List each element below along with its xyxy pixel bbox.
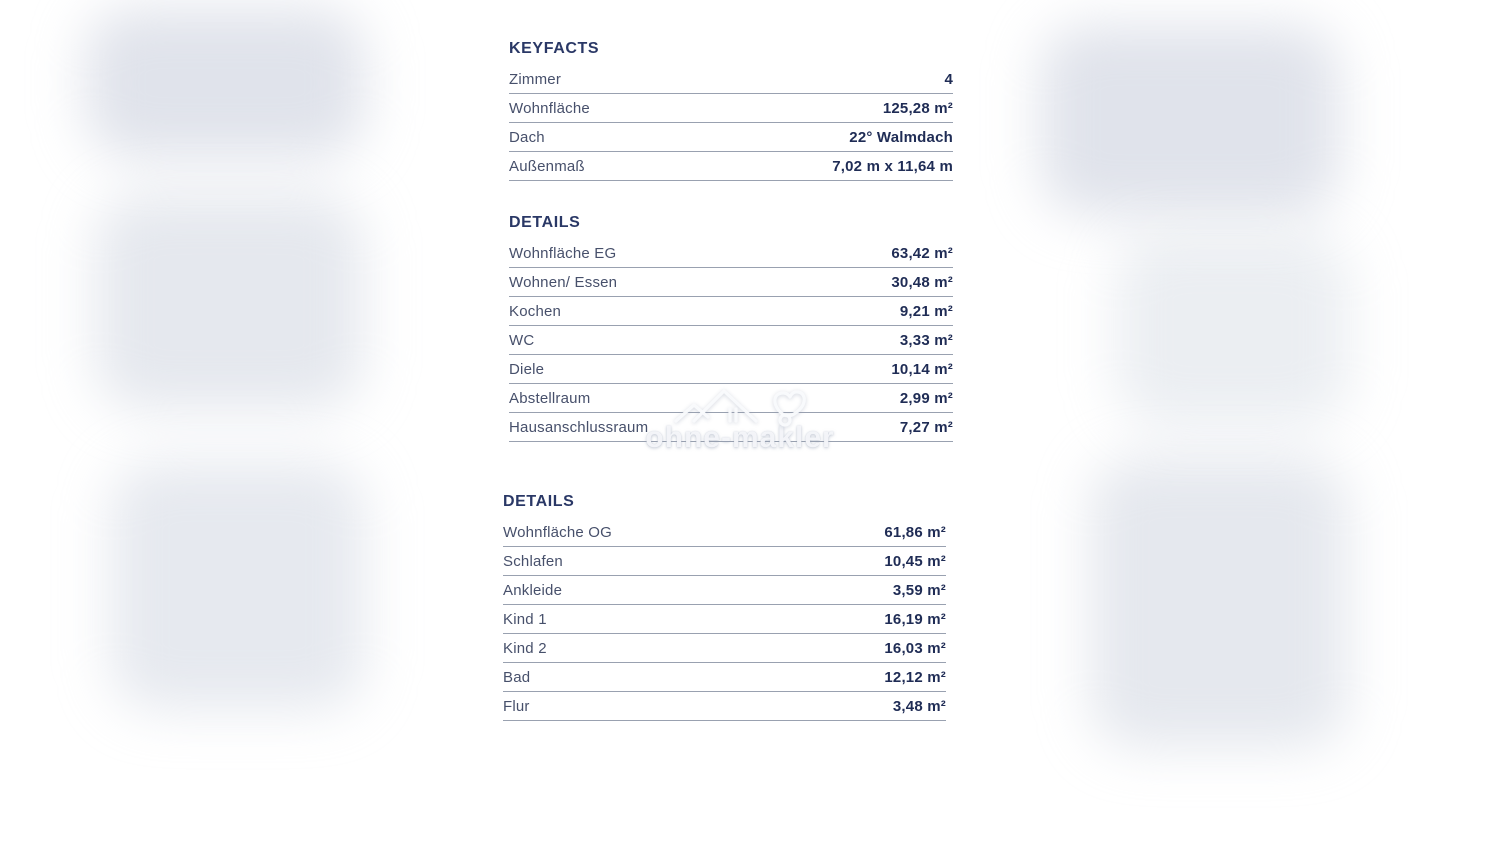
row-label: Wohnen/ Essen — [509, 274, 618, 291]
table-row — [503, 634, 946, 663]
row-value: 3,59 m² — [892, 582, 946, 599]
table-row — [509, 268, 953, 297]
row-label: Wohnfläche — [509, 100, 590, 117]
table-row — [509, 326, 953, 355]
section-title: KEYFACTS — [509, 40, 600, 57]
row-value: 12,12 m² — [884, 669, 946, 686]
row-label: Kind 2 — [503, 640, 547, 657]
facts-section-keyfacts-0 — [509, 40, 953, 181]
row-label: Schlafen — [503, 553, 563, 570]
table-row — [503, 518, 946, 547]
facts-section-details-1 — [509, 214, 953, 442]
row-value: 3,48 m² — [892, 698, 946, 715]
row-value: 63,42 m² — [891, 245, 953, 262]
facts-table — [503, 518, 946, 721]
row-label: Zimmer — [509, 71, 562, 88]
row-value: 125,28 m² — [882, 100, 953, 117]
table-row — [509, 65, 953, 94]
table-row — [503, 605, 946, 634]
table-row — [503, 663, 946, 692]
watermark-text: ohne-makler — [645, 421, 835, 454]
row-label: WC — [509, 332, 535, 349]
table-row — [503, 692, 946, 721]
row-label: Diele — [509, 361, 545, 378]
blurred-background-shape — [1115, 235, 1350, 425]
row-value: 4 — [944, 71, 953, 88]
facts-table — [509, 65, 953, 181]
blurred-background-shape — [110, 462, 365, 710]
table-row — [503, 576, 946, 605]
row-label: Hausanschlussraum — [509, 419, 649, 436]
table-row — [509, 297, 953, 326]
row-value: 7,27 m² — [899, 419, 953, 436]
table-row — [509, 123, 953, 152]
table-row — [509, 239, 953, 268]
row-value: 61,86 m² — [884, 524, 946, 541]
blurred-background-shape — [1040, 25, 1340, 215]
row-value: 3,33 m² — [899, 332, 953, 349]
table-row — [509, 384, 953, 413]
row-value: 2,99 m² — [899, 390, 953, 407]
row-label: Ankleide — [503, 582, 563, 599]
row-label: Dach — [509, 129, 545, 146]
section-title: DETAILS — [503, 493, 575, 510]
blurred-background-shape — [95, 195, 363, 410]
table-row — [509, 413, 953, 442]
row-label: Kind 1 — [503, 611, 547, 628]
row-value: 10,45 m² — [884, 553, 946, 570]
row-label: Wohnfläche OG — [503, 524, 613, 541]
facts-table — [509, 239, 953, 442]
row-label: Bad — [503, 669, 531, 686]
blurred-background-shape — [85, 8, 365, 158]
row-value: 10,14 m² — [891, 361, 953, 378]
row-value: 16,19 m² — [884, 611, 946, 628]
row-label: Außenmaß — [509, 158, 585, 175]
table-row — [509, 152, 953, 181]
section-title: DETAILS — [509, 214, 581, 231]
blurred-background-shape — [1090, 458, 1348, 748]
row-value: 30,48 m² — [891, 274, 953, 291]
table-row — [509, 94, 953, 123]
table-row — [503, 547, 946, 576]
row-value: 16,03 m² — [884, 640, 946, 657]
row-value: 22° Walmdach — [849, 129, 953, 146]
row-label: Wohnfläche EG — [509, 245, 617, 262]
table-row — [509, 355, 953, 384]
row-label: Kochen — [509, 303, 562, 320]
facts-section-details-2 — [503, 493, 946, 721]
row-value: 9,21 m² — [899, 303, 953, 320]
row-label: Flur — [503, 698, 530, 715]
row-label: Abstellraum — [509, 390, 591, 407]
row-value: 7,02 m x 11,64 m — [832, 158, 953, 175]
